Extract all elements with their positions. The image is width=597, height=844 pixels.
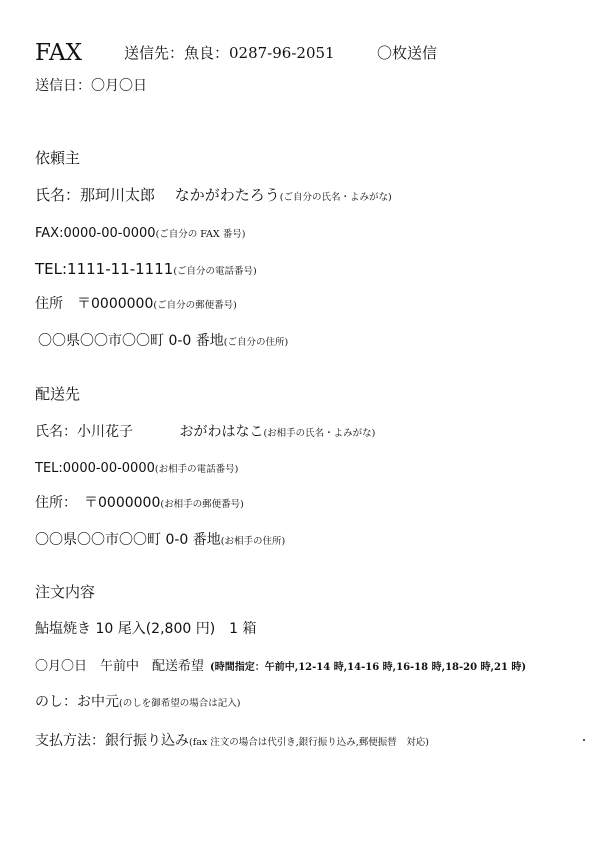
delivery-name-row xyxy=(35,423,375,439)
delivery-tel-note: (お相手の電話番号) xyxy=(154,464,239,475)
delivery-address-note: (お相手の住所) xyxy=(220,536,286,547)
scan-speck xyxy=(583,739,585,741)
order-noshi: のし：お中元 xyxy=(35,694,119,710)
requester-address-note: (ご自分の住所) xyxy=(223,337,289,348)
requester-name-row xyxy=(35,187,392,203)
order-payment: 支払方法：銀行振り込み xyxy=(35,733,189,749)
requester-tel: TEL:1111-11-1111 xyxy=(35,260,174,278)
requester-tel-row xyxy=(35,261,257,277)
requester-tel-note: (ご自分の電話番号) xyxy=(173,266,257,277)
delivery-postal: 住所： 〒0000000 xyxy=(35,495,161,511)
order-item: 鮎塩焼き 10 尾入(2,800 円) 1 箱 xyxy=(35,621,257,637)
delivery-name-note: (お相手の氏名・よみがな) xyxy=(263,428,376,439)
order-delivery-row xyxy=(35,657,526,673)
delivery-tel-row xyxy=(35,459,238,475)
requester-name: 氏名：那珂川太郎 なかがわたろう xyxy=(35,186,280,204)
requester-address-row xyxy=(38,332,288,348)
requester-fax: FAX:0000-00-0000 xyxy=(35,226,156,241)
delivery-tel: TEL:0000-00-0000 xyxy=(35,461,155,476)
requester-name-note: (ご自分の氏名・よみがな) xyxy=(279,192,392,203)
fax-title: FAX xyxy=(35,40,82,66)
order-noshi-note: (のしを御希望の場合は記入) xyxy=(119,698,241,709)
delivery-heading: 配送先 xyxy=(35,385,81,403)
recipient-info: 送信先：魚良：0287-96-2051 xyxy=(124,44,335,62)
order-noshi-row xyxy=(35,693,240,709)
order-payment-note: (fax 注文の場合は代引き,銀行振り込み,郵便振替 対応) xyxy=(189,737,430,748)
delivery-postal-note: (お相手の郵便番号) xyxy=(160,499,244,510)
requester-postal-note: (ご自分の郵便番号) xyxy=(153,300,237,311)
order-payment-row xyxy=(35,732,429,748)
order-delivery-note: (時間指定：午前中,12-14 時,14-16 時,16-18 時,18-20 時,21 時) xyxy=(210,662,527,673)
requester-postal-row xyxy=(35,295,237,311)
requester-fax-row xyxy=(35,224,245,240)
order-delivery-wish: 〇月〇日 午前中 配送希望 xyxy=(35,659,205,674)
requester-address: 〇〇県〇〇市〇〇町 0-0 番地 xyxy=(38,333,224,349)
requester-postal: 住所 〒0000000 xyxy=(35,296,154,312)
order-heading: 注文内容 xyxy=(35,583,96,601)
delivery-name: 氏名：小川花子 おがわはなこ xyxy=(35,424,264,440)
send-date: 送信日：〇月〇日 xyxy=(35,78,147,94)
delivery-address-row xyxy=(35,531,285,547)
delivery-postal-row xyxy=(35,494,244,510)
requester-fax-note: (ご自分の FAX 番号) xyxy=(155,229,246,240)
page-count: 〇枚送信 xyxy=(377,44,438,62)
requester-heading: 依頼主 xyxy=(35,149,81,167)
delivery-address: 〇〇県〇〇市〇〇町 0-0 番地 xyxy=(35,532,221,548)
